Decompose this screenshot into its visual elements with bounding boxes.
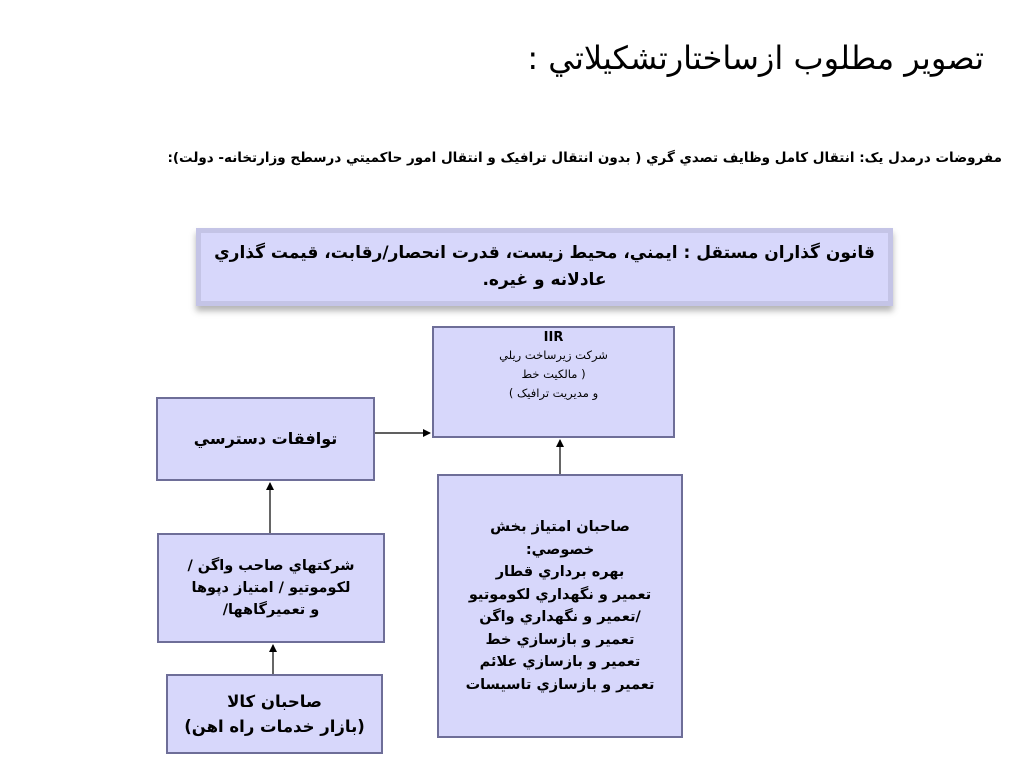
iir-box <box>432 326 675 438</box>
slide-subtitle: مفروضات درمدل يک: انتقال كامل وظايف تصدي گري ( بدون انتقال ترافيک و انتقال امور حاكميتي درسطح وزارتخانه- دولت): <box>167 150 1002 166</box>
access-agreements-box <box>156 397 375 481</box>
independent-regulators-box <box>196 228 893 306</box>
private-line-6: تعمير و بازسازي خط <box>485 631 635 648</box>
wagon-owners-box <box>157 533 385 643</box>
cargo-line-1: صاحبان كالا <box>227 692 322 711</box>
wagons-line-1: شركتهاي صاحب واگن / <box>187 558 355 574</box>
cargo-owners-box <box>166 674 383 754</box>
private-line-2: خصوصي: <box>525 541 595 558</box>
cargo-line-2: (بازار خدمات راه اهن) <box>184 717 365 736</box>
private-line-1: صاحبان امتياز بخش <box>490 519 630 535</box>
iir-line-1: شركت زيرساخت ريلي <box>499 348 608 362</box>
private-concessionaires-box <box>437 474 683 738</box>
wagons-line-3: و تعميرگاهها/ <box>222 602 320 618</box>
iir-title: IIR <box>543 330 564 345</box>
private-line-3: بهره برداري قطار <box>495 564 625 580</box>
regulators-line-2: عادلانه و غيره. <box>482 270 607 290</box>
regulators-line-1: قانون گذاران مستقل : ايمني، محيط زيست، قدرت انحصار/رقابت، قيمت گذاري <box>214 243 875 263</box>
private-line-4: تعمير و نگهداري لكوموتيو <box>468 586 652 603</box>
iir-line-3: و مديريت ترافيک ) <box>508 386 599 400</box>
iir-line-2: ( مالكيت خط <box>521 367 586 381</box>
wagons-line-2: لكوموتيو / امتياز دپوها <box>191 580 351 596</box>
private-line-8: تعمير و بازسازي تاسيسات <box>465 676 655 693</box>
private-line-5: /تعمير و نگهداري واگن <box>479 609 641 625</box>
slide-title: تصوير مطلوب ازساختارتشكيلاتي : <box>527 39 984 77</box>
private-line-7: تعمير و بازسازي علائم <box>479 654 641 670</box>
access-label: توافقات دسترسي <box>193 429 338 448</box>
